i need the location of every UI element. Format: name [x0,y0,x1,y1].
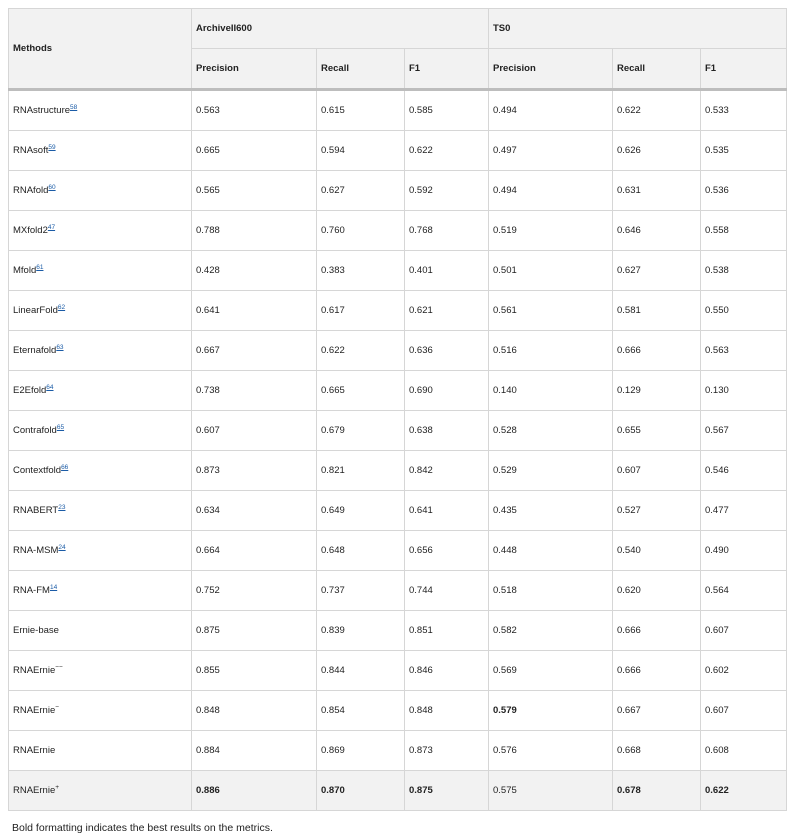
metric-header: Precision [192,49,317,90]
value-cell: 0.494 [489,90,613,131]
value-cell: 0.873 [405,731,489,771]
value-cell: 0.594 [317,131,405,171]
method-cell [9,531,192,571]
table-row [9,571,787,611]
value-cell: 0.752 [192,571,317,611]
value-cell: 0.527 [613,491,701,531]
value-cell: 0.627 [613,251,701,291]
value-cell: 0.494 [489,171,613,211]
value-cell: 0.428 [192,251,317,291]
methods-header: Methods [9,9,192,90]
method-cell [9,331,192,371]
value-cell: 0.666 [613,611,701,651]
value-cell: 0.608 [701,731,787,771]
method-name: RNA-FM [13,585,50,596]
reference-link[interactable]: 66 [61,463,69,471]
method-cell [9,771,192,811]
value-cell: 0.851 [405,611,489,651]
reference-link[interactable]: 23 [58,503,66,511]
value-cell: 0.602 [701,651,787,691]
value-cell: 0.435 [489,491,613,531]
method-name: E2Efold [13,385,47,396]
value-cell: 0.666 [613,651,701,691]
value-cell: 0.626 [613,131,701,171]
results-table-container [8,8,786,811]
value-cell: 0.634 [192,491,317,531]
value-cell: 0.622 [701,771,787,811]
value-cell: 0.617 [317,291,405,331]
value-cell: 0.621 [405,291,489,331]
metric-header: Precision [489,49,613,90]
value-cell: 0.550 [701,291,787,331]
method-cell [9,731,192,771]
value-cell: 0.646 [613,211,701,251]
value-cell: 0.667 [613,691,701,731]
method-cell [9,651,192,691]
value-cell: 0.848 [192,691,317,731]
value-cell: 0.844 [317,651,405,691]
value-cell: 0.536 [701,171,787,211]
value-cell: 0.579 [489,691,613,731]
method-name: Contrafold [13,425,57,436]
table-row [9,331,787,371]
value-cell: 0.569 [489,651,613,691]
method-name: Mfold [13,265,37,276]
value-cell: 0.585 [405,90,489,131]
table-row [9,291,787,331]
value-cell: 0.516 [489,331,613,371]
value-cell: 0.668 [613,731,701,771]
results-table [8,8,787,811]
value-cell: 0.607 [613,451,701,491]
value-cell: 0.563 [192,90,317,131]
group-header-ts0: TS0 [489,9,787,49]
value-cell: 0.641 [192,291,317,331]
value-cell: 0.622 [613,90,701,131]
method-name: RNAErnie [13,665,56,676]
value-cell: 0.535 [701,131,787,171]
value-cell: 0.607 [192,411,317,451]
metric-header: F1 [405,49,489,90]
value-cell: 0.821 [317,451,405,491]
table-header [9,9,787,90]
method-cell [9,451,192,491]
value-cell: 0.565 [192,171,317,211]
method-name: Contextfold [13,465,62,476]
table-row [9,171,787,211]
method-cell [9,211,192,251]
value-cell: 0.884 [192,731,317,771]
reference-link[interactable]: 65 [56,423,65,431]
method-name: MXfold2 [13,225,48,236]
value-cell: 0.768 [405,211,489,251]
table-row [9,651,787,691]
value-cell: 0.581 [613,291,701,331]
reference-link[interactable]: 14 [49,583,58,591]
value-cell: 0.636 [405,331,489,371]
value-cell: 0.519 [489,211,613,251]
value-cell: 0.656 [405,531,489,571]
value-cell: 0.665 [192,131,317,171]
method-name: LinearFold [13,305,58,316]
value-cell: 0.561 [489,291,613,331]
value-cell: 0.631 [613,171,701,211]
value-cell: 0.649 [317,491,405,531]
method-name: RNAErnie [13,705,56,716]
table-row [9,131,787,171]
value-cell: 0.538 [701,251,787,291]
value-cell: 0.622 [405,131,489,171]
value-cell: 0.667 [192,331,317,371]
value-cell: 0.615 [317,90,405,131]
value-cell: 0.846 [405,651,489,691]
method-name: RNAstructure [13,105,71,116]
table-row [9,411,787,451]
value-cell: 0.886 [192,771,317,811]
value-cell: 0.638 [405,411,489,451]
method-cell [9,171,192,211]
value-cell: 0.448 [489,531,613,571]
value-cell: 0.666 [613,331,701,371]
method-name: RNAErnie [13,745,56,756]
table-row [9,691,787,731]
value-cell: 0.655 [613,411,701,451]
value-cell: 0.401 [405,251,489,291]
method-variant-marker: −− [55,663,63,671]
method-name: RNAfold [13,185,49,196]
method-name: Ernie-base [13,625,59,636]
value-cell: 0.788 [192,211,317,251]
table-row [9,90,787,131]
method-name: Eternafold [13,345,57,356]
value-cell: 0.607 [701,611,787,651]
value-cell: 0.477 [701,491,787,531]
value-cell: 0.529 [489,451,613,491]
table-row [9,611,787,651]
value-cell: 0.744 [405,571,489,611]
method-cell [9,411,192,451]
table-row [9,491,787,531]
value-cell: 0.564 [701,571,787,611]
table-row [9,451,787,491]
metric-header: Recall [317,49,405,90]
value-cell: 0.518 [489,571,613,611]
group-header-archiveii600: ArchiveII600 [192,9,489,49]
table-body [9,90,787,811]
metric-header: F1 [701,49,787,90]
value-cell: 0.664 [192,531,317,571]
value-cell: 0.576 [489,731,613,771]
table-footnote: Bold formatting indicates the best results on the metrics. [12,822,273,834]
value-cell: 0.567 [701,411,787,451]
value-cell: 0.490 [701,531,787,571]
value-cell: 0.140 [489,371,613,411]
value-cell: 0.540 [613,531,701,571]
reference-link[interactable]: 24 [58,543,66,551]
table-row [9,251,787,291]
value-cell: 0.678 [613,771,701,811]
value-cell: 0.855 [192,651,317,691]
method-name: RNA-MSM [13,545,59,556]
reference-link[interactable]: 58 [70,103,78,111]
value-cell: 0.873 [192,451,317,491]
method-name: RNABERT [13,505,59,516]
table-row [9,531,787,571]
reference-link[interactable]: 60 [48,183,56,191]
value-cell: 0.592 [405,171,489,211]
method-cell [9,691,192,731]
value-cell: 0.875 [192,611,317,651]
reference-link[interactable]: 59 [48,143,56,151]
value-cell: 0.130 [701,371,787,411]
method-name: RNAsoft [13,145,49,156]
value-cell: 0.563 [701,331,787,371]
value-cell: 0.528 [489,411,613,451]
value-cell: 0.627 [317,171,405,211]
value-cell: 0.497 [489,131,613,171]
value-cell: 0.690 [405,371,489,411]
value-cell: 0.129 [613,371,701,411]
method-cell [9,371,192,411]
method-variant-marker: − [55,703,60,711]
reference-link[interactable]: 63 [56,343,64,351]
method-name: RNAErnie [13,785,56,796]
value-cell: 0.546 [701,451,787,491]
value-cell: 0.875 [405,771,489,811]
value-cell: 0.620 [613,571,701,611]
reference-link[interactable]: 61 [36,263,44,271]
table-row [9,371,787,411]
value-cell: 0.665 [317,371,405,411]
value-cell: 0.575 [489,771,613,811]
reference-link[interactable]: 47 [47,223,56,231]
value-cell: 0.501 [489,251,613,291]
value-cell: 0.839 [317,611,405,651]
method-variant-marker: + [55,783,60,791]
value-cell: 0.558 [701,211,787,251]
value-cell: 0.582 [489,611,613,651]
table-row [9,211,787,251]
value-cell: 0.641 [405,491,489,531]
method-cell [9,491,192,531]
value-cell: 0.383 [317,251,405,291]
value-cell: 0.533 [701,90,787,131]
value-cell: 0.869 [317,731,405,771]
reference-link[interactable]: 64 [46,383,54,391]
value-cell: 0.842 [405,451,489,491]
value-cell: 0.870 [317,771,405,811]
table-row [9,771,787,811]
value-cell: 0.737 [317,571,405,611]
method-cell [9,571,192,611]
reference-link[interactable]: 62 [57,303,66,311]
value-cell: 0.760 [317,211,405,251]
value-cell: 0.848 [405,691,489,731]
value-cell: 0.679 [317,411,405,451]
method-cell [9,131,192,171]
method-cell [9,251,192,291]
table-row [9,731,787,771]
value-cell: 0.622 [317,331,405,371]
metric-header: Recall [613,49,701,90]
method-cell [9,90,192,131]
value-cell: 0.738 [192,371,317,411]
method-cell [9,611,192,651]
method-cell [9,291,192,331]
value-cell: 0.648 [317,531,405,571]
value-cell: 0.854 [317,691,405,731]
value-cell: 0.607 [701,691,787,731]
